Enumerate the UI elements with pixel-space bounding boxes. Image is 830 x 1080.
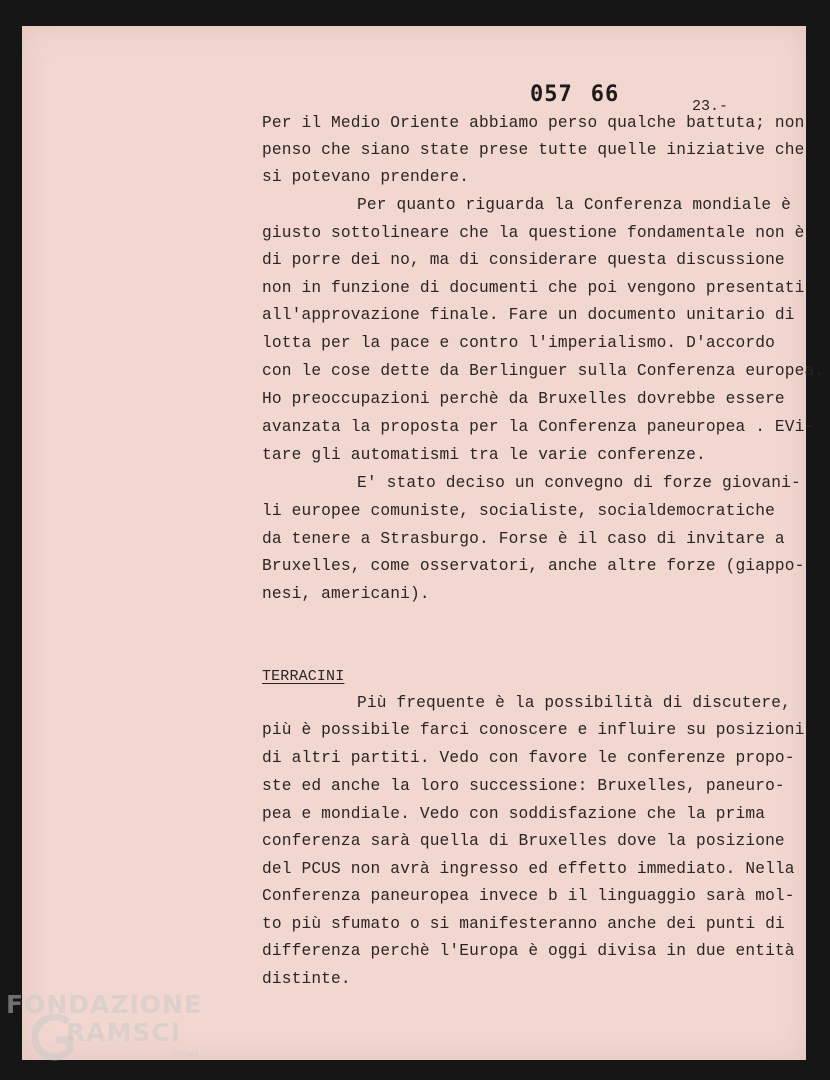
text-line: conferenza sarà quella di Bruxelles dove la posizione	[262, 832, 785, 850]
text-line: penso che siano state prese tutte quelle iniziative che	[262, 141, 805, 159]
text-line: all'approvazione finale. Fare un documento unitario di	[262, 306, 795, 324]
text-line: di altri partiti. Vedo con favore le conferenze propo-	[262, 749, 795, 767]
text-line: Per il Medio Oriente abbiamo perso qualche battuta; non	[262, 114, 805, 132]
text-line: ste ed anche la loro successione: Bruxelles, paneuro-	[262, 777, 785, 795]
text-line: lotta per la pace e contro l'imperialismo. D'accordo	[262, 334, 775, 352]
text-line: to più sfumato o si manifesteranno anche dei punti di	[262, 915, 785, 933]
fondazione-gramsci-watermark	[6, 990, 206, 1080]
archive-code: 057	[530, 82, 573, 107]
text-line: non in funzione di documenti che poi vengono presentati	[262, 279, 805, 297]
text-line: tare gli automatismi tra le varie conferenze.	[262, 446, 706, 464]
speaker-heading: TERRACINI	[262, 668, 345, 685]
watermark-line2: RAMSCI	[66, 1018, 182, 1047]
text-line: da tenere a Strasburgo. Forse è il caso di invitare a	[262, 530, 785, 548]
text-line: Conferenza paneuropea invece b il linguaggio sarà mol-	[262, 887, 795, 905]
text-line: si potevano prendere.	[262, 168, 470, 186]
text-line: Bruxelles, come osservatori, anche altre forze (giappo-	[262, 557, 805, 575]
text-line: Ho preoccupazioni perchè da Bruxelles dovrebbe essere	[262, 390, 785, 408]
watermark-line1: FONDAZIONE	[6, 990, 203, 1019]
text-line: di porre dei no, ma di considerare questa discussione	[262, 251, 785, 269]
watermark-line3: onlus	[172, 1048, 199, 1059]
text-line: avanzata la proposta per la Conferenza paneuropea . EVi-	[262, 418, 815, 436]
text-line: differenza perchè l'Europa è oggi divisa in due entità	[262, 942, 795, 960]
text-line: del PCUS non avrà ingresso ed effetto immediato. Nella	[262, 860, 795, 878]
text-line: più è possibile farci conoscere e influire su posizioni	[262, 721, 805, 739]
text-line: li europee comuniste, socialiste, socialdemocratiche	[262, 502, 775, 520]
text-line: giusto sottolineare che la questione fondamentale non è	[262, 224, 805, 242]
text-line: Più frequente è la possibilità di discutere,	[357, 694, 792, 712]
text-line: Per quanto riguarda la Conferenza mondiale è	[357, 196, 792, 214]
text-line: nesi, americani).	[262, 585, 430, 603]
text-line: E' stato deciso un convegno di forze giovani-	[357, 474, 801, 492]
text-line: distinte.	[262, 970, 351, 988]
page-number: 23.-	[692, 98, 729, 115]
archive-stamp	[530, 82, 619, 107]
text-line: pea e mondiale. Vedo con soddisfazione che la prima	[262, 805, 766, 823]
text-line: con le cose dette da Berlinguer sulla Conferenza europea.	[262, 362, 825, 380]
archive-code-2: 66	[590, 82, 620, 107]
